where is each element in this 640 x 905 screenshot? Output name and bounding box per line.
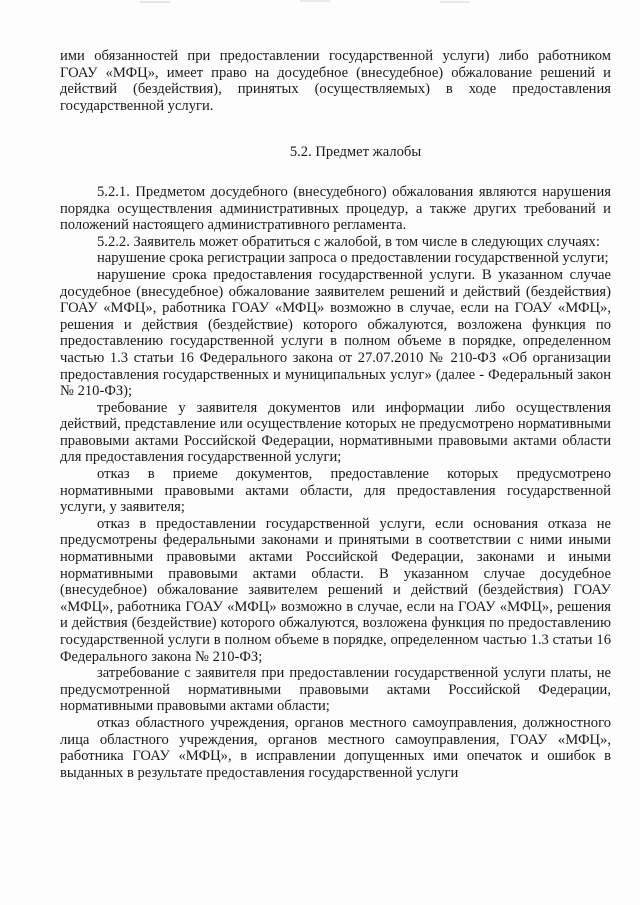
list-item-refusal-to-accept: отказ в приеме документов, предоставление которых предусмотрено нормативными правовыми актами области, для предоставления государственной услуги, у заявителя; <box>60 466 611 516</box>
list-item-refusal-of-service: отказ в предоставлении государственной услуги, если основания отказа не предусмотрены федеральными законами и принятыми в соответствии с ними иными нормативными правовыми актами Российской Федерации, законами и иными нормативными правовыми актами области. В указанном случае досудебное (внесудебное) обжалование заявителем решений и действий (бездействия) ГОАУ «МФЦ», работника ГОАУ «МФЦ» возможно в случае, если на ГОАУ «МФЦ», решения и действия (бездействие) которого обжалуются, возложена функция по предоставлению государственной услуги в полном объеме в порядке, определенном частью 1.3 статьи 16 Федерального закона № 210-ФЗ; <box>60 515 611 665</box>
list-item-registration-deadline: нарушение срока регистрации запроса о предоставлении государственной услуги; <box>97 250 609 267</box>
paragraph-5-2-1: 5.2.1. Предметом досудебного (внесудебного) обжалования являются нарушения порядка осуществления административных процедур, а также других требований и положений настоящего административного регламента. <box>60 183 611 234</box>
document-body <box>60 48 611 781</box>
list-item-fee-demand: затребование с заявителя при предоставлении государственной услуги платы, не предусмотренной нормативными правовыми актами Российской Федерации, нормативными правовыми актами области; <box>60 665 611 715</box>
list-item-correction-refusal: отказ областного учреждения, органов местного самоуправления, должностного лица областного учреждения, органов местного самоуправления, ГОАУ «МФЦ», работника ГОАУ «МФЦ», в исправлении допущенных ими опечаток и ошибок в выданных в результате предоставления государственной услуги <box>60 714 611 781</box>
scan-edge-marks <box>0 0 640 8</box>
paragraph-5-2-2: 5.2.2. Заявитель может обратиться с жалобой, в том числе в следующих случаях: <box>97 233 600 250</box>
intro-paragraph: ими обязанностей при предоставлении государственной услуги) либо работником ГОАУ «МФЦ», имеет право на досудебное (внесудебное) обжалование решений и действий (бездействия), принятых (осуществляемых) в ходе предоставления государственной услуги. <box>60 48 611 114</box>
list-item-document-requirement: требование у заявителя документов или информации либо осуществления действий, представление или осуществление которых не предусмотрено нормативными правовыми актами Российской Федерации, нормативными правовыми актами области для предоставления государственной услуги; <box>60 399 611 466</box>
section-heading: 5.2. Предмет жалобы <box>289 144 422 161</box>
list-item-service-deadline: нарушение срока предоставления государственной услуги. В указанном случае досудебное (внесудебное) обжалование заявителем решений и действий (бездействия) ГОАУ «МФЦ», работника ГОАУ «МФЦ» возможно в случае, если на ГОАУ «МФЦ», решения и действия (бездействие) которого обжалуются, возложена функция по предоставлению государственной услуги в полном объеме в порядке, определенном частью 1.3 статьи 16 Федерального закона от 27.07.2010 № 210-ФЗ «Об организации предоставления государственных и муниципальных услуг» (далее - Федеральный закон № 210-ФЗ); <box>60 266 611 400</box>
